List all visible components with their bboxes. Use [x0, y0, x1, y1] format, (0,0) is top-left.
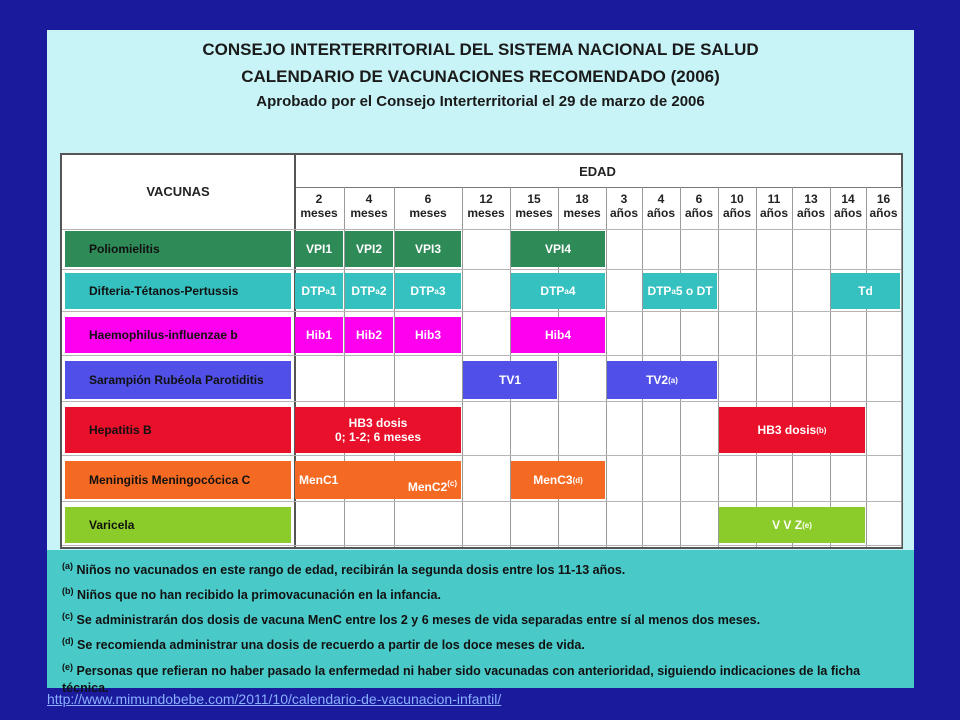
grid-line-vertical: [792, 187, 793, 547]
footnote-text: Niños que no han recibido la primovacunación en la infancia.: [76, 588, 441, 603]
age-column-header: [294, 187, 344, 227]
dose-label: HB3 dosis: [757, 423, 817, 437]
age-unit: meses: [515, 206, 553, 220]
age-unit: años: [796, 206, 825, 220]
footnote-item: [62, 608, 902, 629]
age-number: 4: [365, 192, 373, 206]
footnote-text: Se recomienda administrar una dosis de recuerdo a partir de los doce meses de vida.: [76, 638, 585, 653]
footnote-mark: (e): [62, 661, 73, 672]
dose-bar: [345, 231, 393, 267]
vaccine-row-label: [65, 507, 291, 543]
dose-label: Hib4: [544, 328, 571, 342]
vaccine-name: Varicela: [89, 518, 135, 532]
age-column-header: [830, 187, 866, 227]
dose-bar: [607, 361, 717, 399]
vaccine-row-label: [65, 231, 291, 267]
dose-bar: [511, 273, 605, 309]
age-number: 10: [730, 192, 744, 206]
source-link[interactable]: http://www.mimundobebe.com/2011/10/calendario-de-vacunacion-infantil/: [47, 691, 502, 707]
age-number: 12: [479, 192, 493, 206]
dose-number: 5 o DT: [675, 284, 713, 298]
dose-label: Hib2: [355, 328, 382, 342]
age-number: 3: [620, 192, 628, 206]
age-column-header: [680, 187, 718, 227]
age-number: 6: [424, 192, 432, 206]
age-unit: años: [869, 206, 898, 220]
grid-line-vertical: [756, 187, 757, 547]
age-column-header: [510, 187, 558, 227]
dose-label: VPI3: [414, 242, 441, 256]
age-number: 6: [695, 192, 703, 206]
age-column-header: [756, 187, 792, 227]
grid-line-horizontal: [62, 401, 901, 402]
dose-label: Hib1: [305, 328, 332, 342]
dose-label: TV2: [646, 373, 669, 387]
footnote-mark: (a): [668, 375, 678, 385]
dose-bar: [295, 273, 343, 309]
footnote-mark: (a): [62, 561, 73, 571]
dose-label: HB3 dosis: [348, 416, 408, 430]
vaccine-name: Haemophilus-influenzae b: [89, 328, 238, 342]
age-unit: años: [646, 206, 675, 220]
age-number: 16: [876, 192, 891, 206]
dose-label: DTP: [351, 284, 376, 298]
vaccine-name: Meningitis Meningocócica C: [89, 473, 251, 487]
grid-line-horizontal: [62, 269, 901, 270]
age-column-header: [558, 187, 606, 227]
dose-label: DTP: [647, 284, 672, 298]
dose-bar: [719, 507, 865, 543]
vaccine-row-label: [65, 273, 291, 309]
age-number: 2: [315, 192, 323, 206]
grid-line-horizontal: [62, 501, 901, 502]
age-number: 11: [767, 192, 781, 206]
age-column-header: [718, 187, 756, 227]
footnote-mark: (c): [62, 611, 73, 622]
grid-line-horizontal: [62, 545, 901, 546]
age-column-header: [866, 187, 901, 227]
age-column-header: [642, 187, 680, 227]
dose-bar: [395, 231, 461, 267]
vaccine-name: Difteria-Tétanos-Pertussis: [89, 284, 239, 298]
age-unit: años: [684, 206, 713, 220]
dose-label: MenC3: [533, 473, 573, 487]
dose-number: 4: [568, 284, 576, 298]
dose-label: VPI4: [544, 242, 571, 256]
dose-bar: [295, 461, 461, 499]
age-number: 4: [657, 192, 665, 206]
dose-bar: [511, 231, 605, 267]
age-unit: meses: [300, 206, 338, 220]
grid-line-vertical: [866, 187, 867, 547]
dose-bar: [345, 273, 393, 309]
age-number: 14: [841, 192, 855, 206]
dose-bar: [831, 273, 900, 309]
dose-label-second: [408, 479, 457, 494]
dose-label: MenC2: [407, 479, 448, 494]
dose-label: DTP: [410, 284, 435, 298]
dose-number: 2: [379, 284, 387, 298]
dose-subscript: a: [325, 286, 330, 296]
age-unit: años: [722, 206, 751, 220]
footnote-item: [62, 633, 902, 654]
dose-subscript: a: [564, 286, 569, 296]
dose-label: Hib3: [414, 328, 441, 342]
dose-schedule: 0; 1-2; 6 meses: [334, 430, 422, 444]
age-column-header: [606, 187, 642, 227]
age-column-header: [792, 187, 830, 227]
footnote-mark: (b): [62, 586, 74, 597]
dose-label: TV1: [498, 373, 521, 387]
age-unit: meses: [467, 206, 505, 220]
age-unit: meses: [350, 206, 388, 220]
dose-label: DTP: [540, 284, 565, 298]
grid-line-horizontal: [62, 311, 901, 312]
approval-subtitle: Aprobado por el Consejo Interterritorial el 29 de marzo de 2006: [256, 93, 705, 110]
dose-bar: [395, 273, 461, 309]
dose-bar: [643, 273, 717, 309]
dose-number: 3: [438, 284, 446, 298]
footnote-text: Se administrarán dos dosis de vacuna MenC entre los 2 y 6 meses de vida separadas entre sí al menos dos meses.: [76, 613, 761, 628]
footnote-mark: (d): [572, 475, 583, 485]
dose-bar: [463, 361, 557, 399]
footnotes: [62, 558, 902, 701]
dose-number: 1: [329, 284, 337, 298]
footnote-mark: (b): [816, 425, 827, 435]
age-unit: años: [609, 206, 638, 220]
vaccine-row-label: [65, 461, 291, 499]
age-unit: meses: [563, 206, 601, 220]
footnote-text: Niños no vacunados en este rango de edad, recibirán la segunda dosis entre los 11-13 años.: [76, 563, 626, 578]
dose-label: MenC1: [299, 473, 339, 487]
dose-bar: [345, 317, 393, 353]
dose-bar: [719, 407, 865, 453]
page-title: CONSEJO INTERTERRITORIAL DEL SISTEMA NACIONAL DE SALUD: [202, 40, 759, 59]
age-number: 18: [575, 192, 589, 206]
vaccine-name: Poliomielitis: [89, 242, 160, 256]
vaccine-row-label: [65, 407, 291, 453]
footnote-item: [62, 583, 902, 604]
footnote-mark: (d): [62, 636, 74, 647]
grid-line-vertical: [830, 187, 831, 547]
calendar-title: CALENDARIO DE VACUNACIONES RECOMENDADO (2006): [241, 67, 720, 86]
vaccine-row-label: [65, 317, 291, 353]
age-number: 13: [804, 192, 818, 206]
age-column-header: [344, 187, 394, 227]
age-column-header: [394, 187, 462, 227]
age-header: EDAD: [294, 155, 901, 188]
dose-bar: [295, 317, 343, 353]
dose-label: DTP: [301, 284, 326, 298]
grid-line-horizontal: [62, 229, 901, 230]
dose-label: VPI1: [305, 242, 332, 256]
dose-bar: [511, 461, 605, 499]
footnote-mark: (e): [802, 520, 812, 530]
dose-bar: [295, 407, 461, 453]
age-column-header: [462, 187, 510, 227]
dose-label: VPI2: [355, 242, 382, 256]
dose-bar: [511, 317, 605, 353]
vaccine-name: Sarampión Rubéola Parotiditis: [89, 373, 264, 387]
dose-bar: [395, 317, 461, 353]
grid-line-vertical: [901, 187, 902, 547]
age-unit: meses: [409, 206, 447, 220]
grid-line-horizontal: [62, 355, 901, 356]
dose-label: Td: [858, 284, 873, 298]
age-number: 15: [527, 192, 541, 206]
dose-subscript: a: [434, 286, 439, 296]
age-unit: años: [759, 206, 788, 220]
age-unit: años: [833, 206, 862, 220]
vaccine-name: Hepatitis B: [89, 423, 152, 437]
vaccination-schedule-table: [60, 153, 903, 549]
grid-line-horizontal: [62, 455, 901, 456]
dose-bar: [295, 231, 343, 267]
footnote-mark: (c): [447, 478, 457, 488]
vaccine-row-label: [65, 361, 291, 399]
footnote-text: Personas que refieran no haber pasado la enfermedad ni haber sido vacunadas con anterioridad, siguiendo indicaciones de la ficha técnica.: [62, 663, 861, 695]
dose-subscript: a: [671, 286, 676, 296]
grid-line-vertical: [718, 187, 719, 547]
dose-label: V V Z: [772, 518, 803, 532]
footnote-item: [62, 558, 902, 579]
dose-subscript: a: [375, 286, 380, 296]
vaccines-column-header: VACUNAS: [62, 155, 296, 227]
